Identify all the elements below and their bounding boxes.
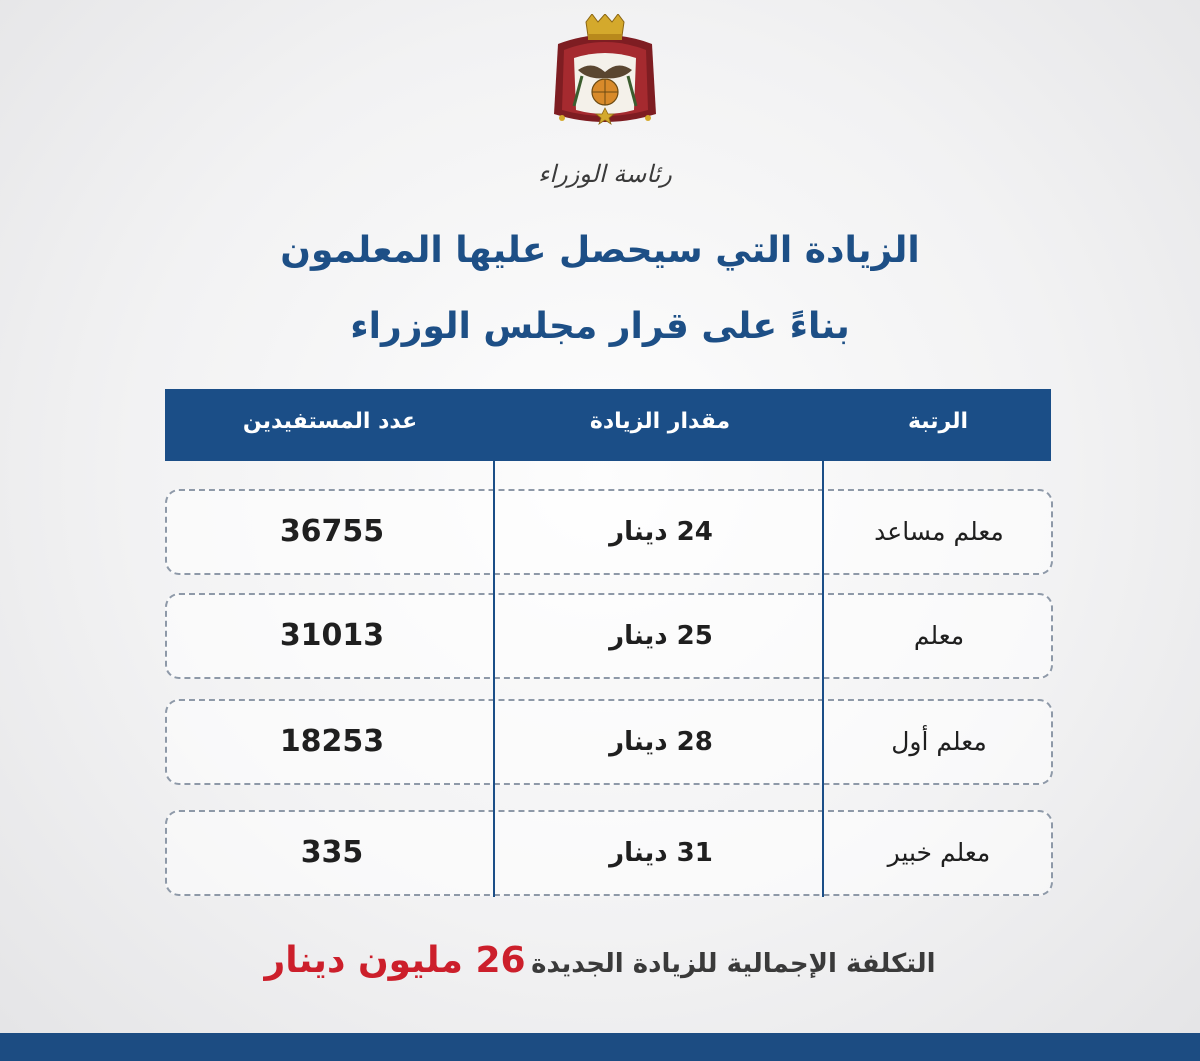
- column-header-increase: مقدار الزيادة: [589, 409, 731, 434]
- increase-cell: 25 دينار: [609, 621, 713, 651]
- page-title: الزيادة التي سيحصل عليها المعلمون: [280, 230, 920, 271]
- table-row: [165, 593, 1053, 679]
- table-row: [165, 699, 1053, 785]
- total-cost-label: التكلفة الإجمالية للزيادة الجديدة: [531, 949, 936, 979]
- emblem-caption: رئاسة الوزراء: [538, 160, 672, 188]
- rank-cell: معلم أول: [891, 727, 987, 756]
- column-divider: [493, 461, 495, 897]
- table-row: [165, 489, 1053, 575]
- column-divider: [822, 389, 824, 897]
- column-header-beneficiaries: عدد المستفيدين: [242, 409, 418, 434]
- increase-cell: 24 دينار: [609, 517, 713, 547]
- increase-cell: 28 دينار: [609, 727, 713, 757]
- beneficiaries-cell: 335: [300, 835, 364, 870]
- coat-of-arms-emblem: [548, 14, 662, 136]
- total-cost: [100, 940, 1100, 981]
- rank-cell: معلم مساعد: [874, 517, 1004, 546]
- rank-cell: معلم: [913, 621, 965, 650]
- column-divider: [493, 389, 495, 469]
- increase-cell: 31 دينار: [609, 838, 713, 868]
- table-row: [165, 810, 1053, 896]
- rank-cell: معلم خبير: [887, 838, 991, 867]
- page-subtitle: بناءً على قرار مجلس الوزراء: [350, 306, 850, 347]
- bottom-bar: [0, 1033, 1200, 1061]
- column-header-rank: الرتبة: [907, 409, 969, 434]
- beneficiaries-cell: 36755: [279, 514, 385, 549]
- total-cost-amount: 26 مليون دينار: [264, 940, 526, 981]
- beneficiaries-cell: 31013: [279, 618, 385, 653]
- beneficiaries-cell: 18253: [279, 724, 385, 759]
- table-header: [165, 389, 1051, 461]
